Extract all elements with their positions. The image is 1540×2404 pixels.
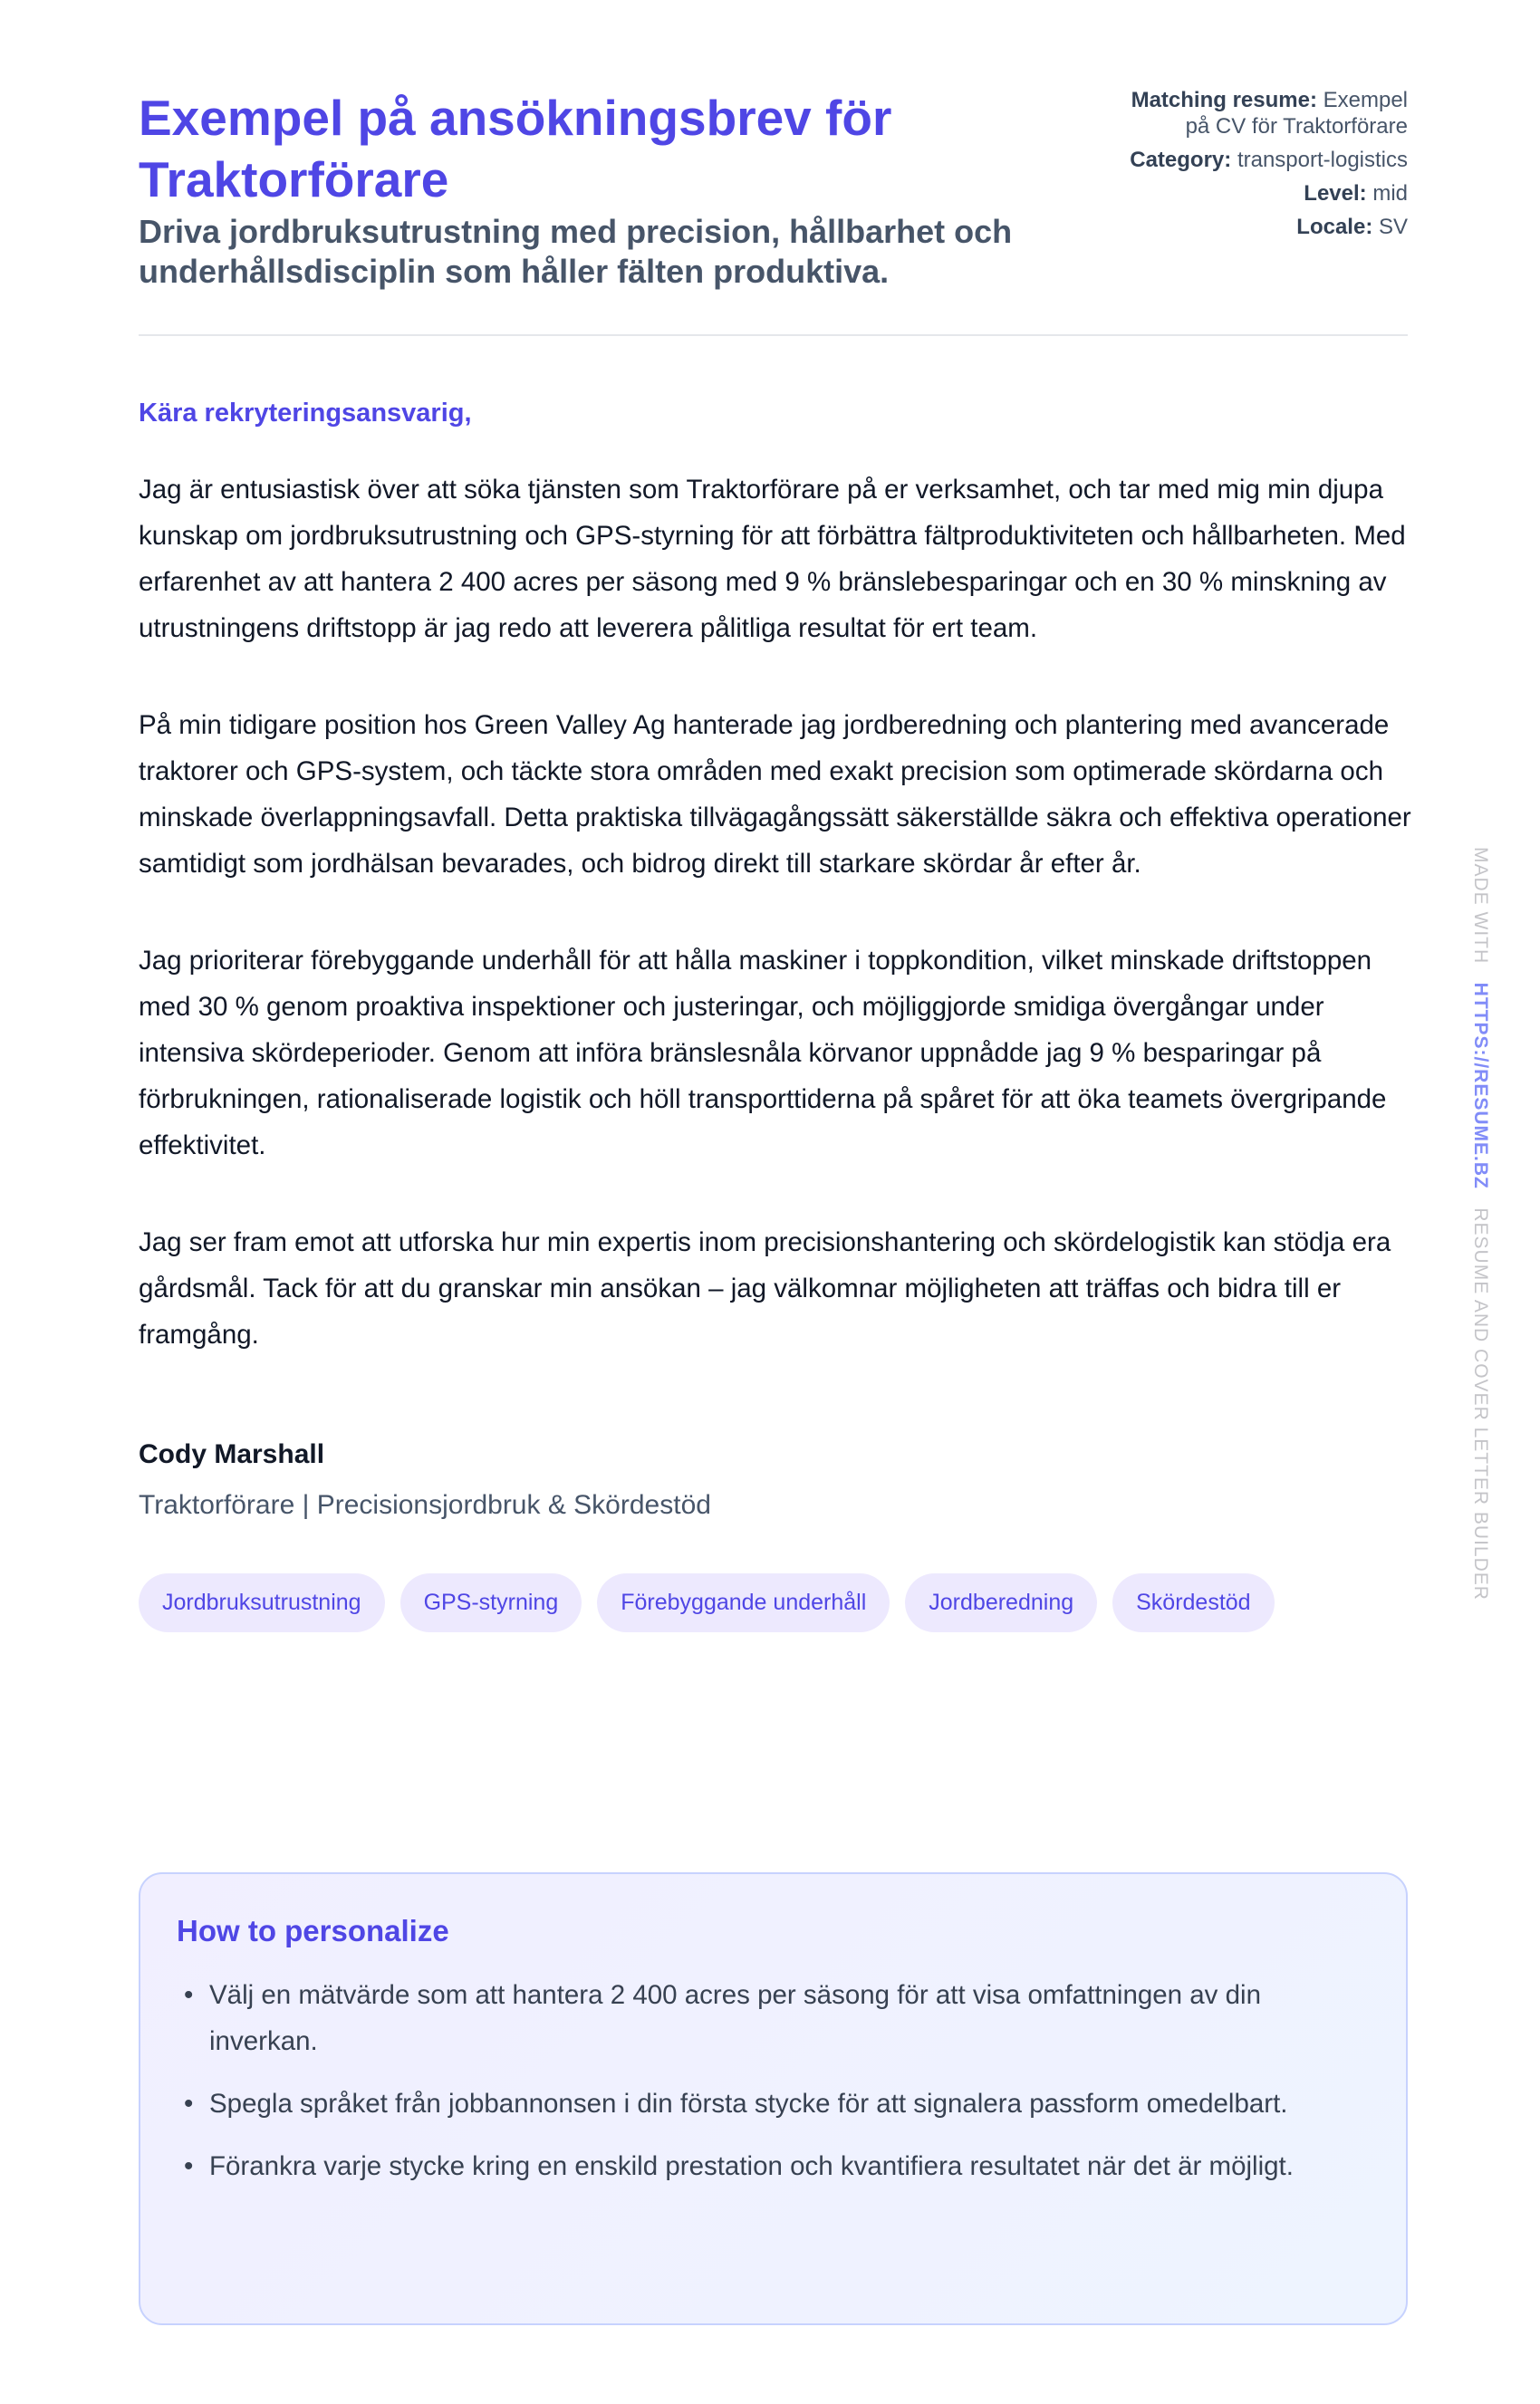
skill-tag: Jordberedning: [905, 1573, 1097, 1632]
paragraph: Jag är entusiastisk över att söka tjänsten som Traktorförare på er verksamhet, och tar med mig min djupa kunskap om jordbruksutrustning och GPS-styrning för att förbättra fältproduktiviteten och hållbarheten. Med erfarenhet av att hantera 2 400 acres per säsong med 9 % bränslebesparingar och en 30 % minskning av utrustningens driftstopp är jag redo att leverera pålitliga resultat för ert team.: [139, 475, 1406, 643]
made-with-banner: MADE WITH HTTPS://RESUME.BZ RESUME AND COVER LETTER BUILDER: [1470, 847, 1491, 1601]
personalize-tips: [139, 1872, 1408, 2325]
tips-list: [177, 1972, 1370, 2189]
paragraph: Jag prioriterar förebyggande underhåll för att hålla maskiner i toppkondition, vilket minskade driftstoppen med 30 % genom proaktiva inspektioner och justeringar, och möjliggjorde smidiga övergångar under intensiva skördeperioder. Genom att införa bränslesnåla körvanor uppnådde jag 9 % besparingar på förbrukningen, rationaliserade logistik och höll transporttiderna på spåret för att öka teamets övergripande effektivitet.: [139, 946, 1387, 1160]
skill-tag: GPS-styrning: [400, 1573, 582, 1632]
letter-body: [139, 399, 1416, 1632]
paragraph: Jag ser fram emot att utforska hur min expertis inom precisionshantering och skördelogistik kan stödja era gårdsmål. Tack för att du granskar min ansökan – jag välkomnar möjligheten att träffas och bidra till er framgång.: [139, 1227, 1391, 1350]
divider: [139, 334, 1408, 336]
page-title: Exempel på ansökningsbrev för Traktorförare: [139, 90, 892, 207]
skill-tag: Skördestöd: [1112, 1573, 1274, 1632]
signature-title: Traktorförare | Precisionsjordbruk & Skördestöd: [139, 1490, 711, 1520]
meta-level: Level: mid: [1304, 181, 1408, 206]
meta-resume: Matching resume: Exempel på CV för Traktorförare: [1131, 88, 1408, 139]
tip-item: • Förankra varje stycke kring en enskild prestation och kvantifiera resultatet när det är möjligt.: [177, 2143, 1370, 2189]
paragraph: På min tidigare position hos Green Valley Ag hanterade jag jordberedning och plantering med avancerade traktorer och GPS-system, och täckte stora områden med exakt precision som optimerade skördarna och minskade överlappningsavfall. Detta praktiska tillvägagångssätt säkerställde säkra och effektiva operationer samtidigt som jordhälsan bevarades, och bidrog direkt till starkare skördar år efter år.: [139, 710, 1411, 879]
skill-tag: Jordbruksutrustning: [139, 1573, 385, 1632]
skill-tag: Förebyggande underhåll: [597, 1573, 890, 1632]
tips-heading: How to personalize: [177, 1914, 449, 1947]
meta-info: [1109, 87, 1408, 247]
skill-tags: [139, 1573, 1416, 1632]
tip-item: • Spegla språket från jobbannonsen i din första stycke för att signalera passform omedelbart.: [177, 2081, 1370, 2127]
meta-locale: Locale: SV: [1296, 215, 1408, 239]
meta-category: Category: transport-logistics: [1130, 148, 1408, 172]
resume-bz-link[interactable]: HTTPS://RESUME.BZ: [1470, 982, 1491, 1189]
signature-name: Cody Marshall: [139, 1439, 325, 1469]
tip-item: • Välj en mätvärde som att hantera 2 400 acres per säsong för att visa omfattningen av din inverkan.: [177, 1972, 1370, 2064]
page-subtitle: Driva jordbruksutrustning med precision, hållbarhet och underhållsdisciplin som håller fälten produktiva.: [139, 213, 1013, 290]
greeting: Kära rekryteringsansvarig,: [139, 399, 472, 428]
